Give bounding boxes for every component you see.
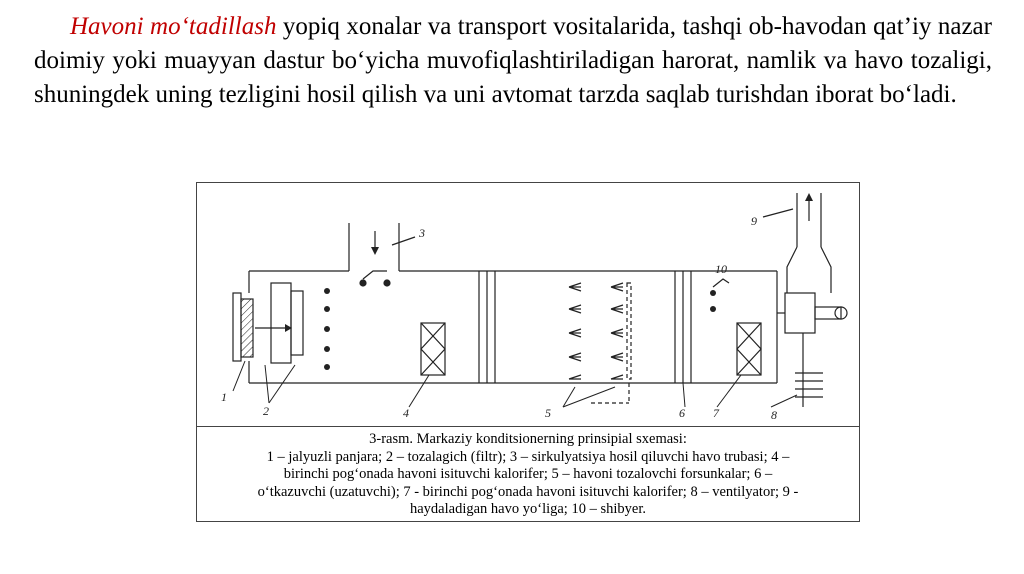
figure-frame [196, 182, 860, 522]
diagram-labels [221, 214, 777, 422]
caption-line: 1 – jalyuzli panjara; 2 – tozalagich (filtr); 3 – sirkulyatsiya hosil qiluvchi havo trubasi; 4 – [266, 448, 790, 465]
leader-lines [233, 361, 797, 407]
label-8: 8 [771, 408, 777, 422]
supply-duct [763, 193, 831, 293]
spray-nozzles [569, 283, 623, 379]
intro-paragraph [34, 10, 992, 112]
label-10: 10 [715, 262, 727, 276]
highlighted-term: Havoni mo‘tadillash [70, 13, 277, 40]
label-6: 6 [679, 406, 685, 420]
label-4: 4 [403, 406, 409, 420]
caption-line: o‘tkazuvchi (uzatuvchi); 7 - birinchi pog‘onada havoni isituvchi kalorifer; 8 – ventilyator; 9 - [257, 483, 799, 500]
label-3: 3 [419, 226, 425, 240]
caption-title: 3-rasm. Markaziy konditsionerning prinsipial sxemasi: [369, 431, 687, 447]
filter [271, 283, 303, 363]
label-1: 1 [221, 390, 227, 404]
label-7: 7 [713, 406, 719, 420]
air-conditioner-diagram [197, 183, 859, 426]
first-stage-heater [421, 323, 445, 375]
label-2: 2 [263, 404, 269, 418]
label-5: 5 [545, 406, 551, 420]
figure-caption [197, 426, 859, 521]
paragraph-text: yopiq xonalar va transport vositalarida, tashqi ob-havodan qat’iy nazar doimiy yoki muayyan dastur bo‘yicha muvofiqlashtiriladigan harorat, namlik va havo tozaligi, shuningdek uning tezligini hosil qilish va uni avtomat tarzda saqlab turishdan iborat bo‘ladi. [34, 13, 992, 108]
shutter-damper [710, 279, 729, 312]
fan [777, 293, 847, 407]
louvre-grille [233, 293, 292, 361]
eliminator-plates [675, 271, 691, 383]
second-heater [737, 323, 761, 375]
caption-line: haydaladigan havo yo‘liga; 10 – shibyer. [410, 501, 646, 517]
caption-line: birinchi pog‘onada havoni isituvchi kalorifer; 5 – havoni tozalovchi forsunkalar; 6 – [283, 466, 773, 482]
damper-column [324, 288, 330, 370]
recirculation-duct [349, 223, 415, 286]
label-9: 9 [751, 214, 757, 228]
